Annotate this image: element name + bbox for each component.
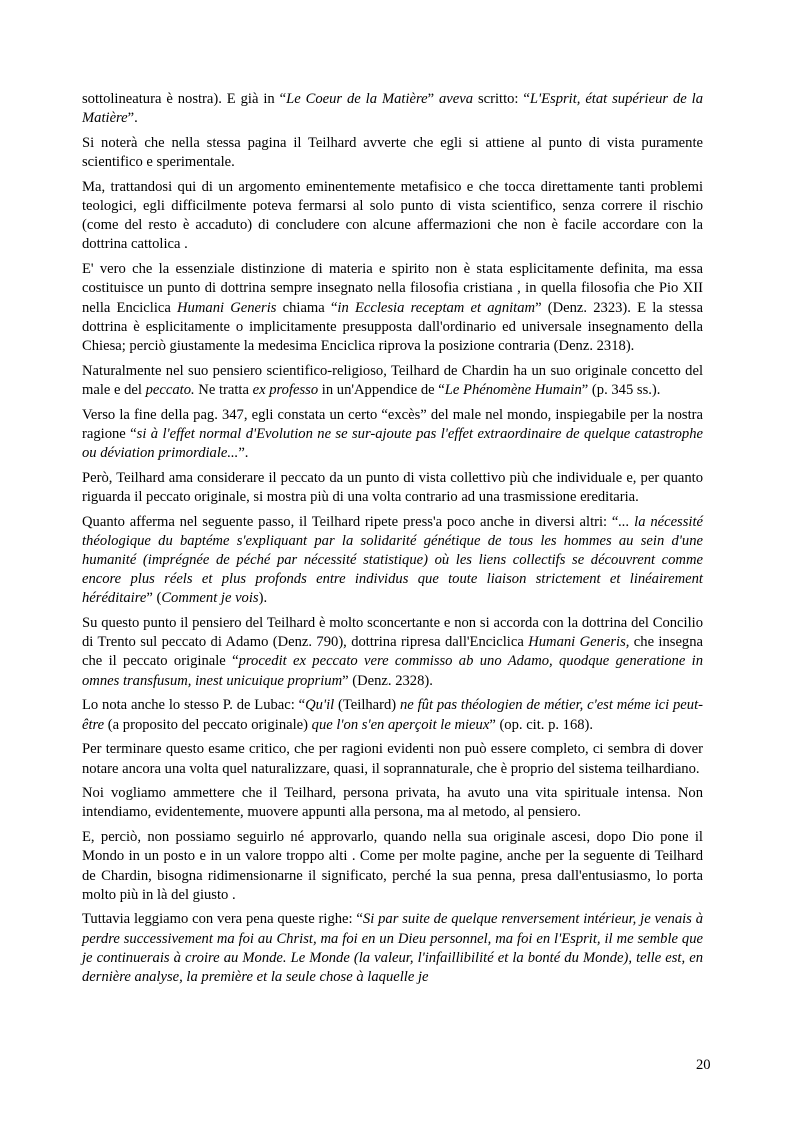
paragraph — [82, 134, 703, 172]
italic-text: procedit ex peccato vere commisso ab uno Adamo, quodque generatione in omnes transfusum, inest unicuique proprium — [82, 653, 703, 689]
text-run: Tuttavia leggiamo con vera pena queste righe: “ — [82, 911, 363, 928]
italic-text: Qu'il — [305, 697, 335, 714]
paragraph — [82, 910, 703, 987]
text-run: ” — [427, 91, 439, 107]
paragraph — [82, 696, 703, 734]
text-run: che insegna che il peccato originale “ — [82, 634, 703, 670]
text-run: sottolineatura è nostra). E già in “ — [82, 91, 287, 107]
paragraph — [82, 178, 703, 255]
paragraph — [82, 828, 703, 905]
text-run: Si noterà che nella stessa pagina il Teilhard avverte che egli si attiene al punto di vista puramente scientifico e sperimentale. — [82, 134, 703, 171]
text-run: (Teilhard) — [334, 697, 400, 714]
paragraph — [82, 784, 703, 822]
text-run: ). — [258, 590, 268, 607]
text-run: ” ( — [146, 590, 162, 607]
text-run: (a proposito del peccato originale) — [104, 716, 312, 733]
italic-text: Le Coeur de la Matière — [286, 91, 428, 107]
italic-text: ex professo — [252, 381, 319, 398]
text-run: Per terminare questo esame critico, che per ragioni evidenti non può essere completo, ci sembra di dover notare ancora una volta quel naturalizzare, quasi, il soprannaturale, che è proprio del sistema teilhardiano. — [82, 741, 703, 777]
italic-text: ne fût pas théologien de métier, c'est méme ici peut-être — [82, 697, 704, 733]
text-run: ”. — [127, 110, 138, 127]
text-run: Quanto afferma nel seguente passo, il Teilhard ripete press'a poco anche in diversi altri: “ — [82, 513, 619, 530]
italic-text: Si par suite de quelque renversement intérieur, je venais à perdre successivement ma foi au Christ, ma foi en un Dieu personnel, ma foi en l'Esprit, il me semble que je continuerais à croire au Monde. Le Monde (la valeur, l'infaillibilité et la bonté du Monde), telle est, en dernière analyse, la première et la seule chose à laquelle je — [82, 911, 703, 986]
text-run: Però, Teilhard ama considerare il peccato da un punto di vista collettivo più che individuale e, per quanto riguarda il peccato originale, si mostra più di una volta contrario ad una trasmissione ereditaria. — [82, 469, 703, 505]
document-body — [82, 90, 703, 993]
italic-text: Comment je vois — [161, 590, 259, 607]
text-run: chiama “ — [276, 299, 338, 316]
text-run: Ma, trattandosi qui di un argomento eminentemente metafisico e che tocca direttamente tanti problemi teologici, egli difficilmente poteva fermarsi al solo punto di vista scientifico, senza correre il rischio (come del resto è accaduto) di concludere con alcune affermazioni che non è facile accordare con la dottrina cattolica . — [82, 178, 703, 253]
text-run: ”. — [238, 444, 249, 461]
italic-text: peccato. — [145, 381, 195, 398]
italic-text: si à l'effet normal d'Evolution ne se sur-ajoute pas l'effet extraordinaire de quelque catastrophe ou déviation primordiale... — [82, 425, 703, 461]
paragraph — [82, 90, 703, 128]
text-run: E, perciò, non possiamo seguirlo né approvarlo, quando nella sua originale ascesi, dopo Dio pone il Mondo in un posto e in un valore troppo alti . Come per molte pagine, anche per la seguente di Teilhard de Chardin, bisogna ridimensionarne il significato, perché la sua penna, presa dall'entusiasmo, lo porta molto più in là del giusto . — [82, 829, 703, 903]
page-number: 20 — [696, 1057, 711, 1073]
paragraph — [82, 614, 703, 691]
italic-text: Humani Generis, — [528, 634, 630, 651]
text-run: Verso la fine della pag. 347, egli constata un certo “excès” del male nel mondo, inspiegabile per la nostra ragione “ — [82, 406, 703, 442]
italic-text: Humani Generis — [177, 299, 277, 316]
text-run: Naturalmente nel suo pensiero scientifico-religioso, Teilhard de Chardin ha un suo originale concetto del male e del — [82, 362, 703, 398]
text-run: Ne tratta — [194, 381, 253, 398]
text-run: ” (Denz. 2323). E la stessa dottrina è esplicitamente o implicitamente presupposta dall'ordinario ed universale insegnamento della Chiesa; perciò giustamente la medesima Enciclica riprova la posizione contraria (Denz. 2318). — [82, 299, 703, 354]
italic-text: que l'on s'en aperçoit le mieux — [311, 716, 490, 733]
text-run: Su questo punto il pensiero del Teilhard è molto sconcertante e non si accorda con la dottrina del Concilio di Trento sul peccato di Adamo (Denz. 790), dottrina ripresa dall'Enciclica — [82, 615, 703, 651]
text-run: E' vero che la essenziale distinzione di materia e spirito non è stata esplicitamente definita, ma essa costituisce un punto di dottrina sempre insegnato nella filosofia cristiana , in quella filosofia che Pio XII nella Enciclica — [82, 261, 703, 316]
italic-text: Le Phénomène Humain — [444, 381, 582, 398]
italic-text: L'Esprit, état supérieur de la Matière — [82, 91, 704, 127]
text-run: Noi vogliamo ammettere che il Teilhard, persona privata, ha avuto una vita spirituale intensa. Non intendiamo, evidentemente, muovere appunti alla persona, ma al metodo, al pensiero. — [82, 785, 703, 821]
text-run: ” (p. 345 ss.). — [581, 381, 661, 398]
text-run: Lo nota anche lo stesso P. de Lubac: “ — [82, 697, 306, 714]
paragraph — [82, 513, 703, 609]
text-run: ” (op. cit. p. 168). — [489, 716, 594, 733]
italic-text: aveva — [439, 91, 474, 107]
paragraph — [82, 469, 703, 507]
text-run: ” (Denz. 2328). — [342, 672, 433, 689]
text-run: in un'Appendice de “ — [318, 381, 445, 398]
paragraph — [82, 406, 703, 464]
italic-text: in Ecclesia receptam et agnitam — [337, 299, 536, 316]
paragraph — [82, 260, 703, 356]
paragraph — [82, 362, 703, 400]
italic-text: ... la nécessité théologique du baptéme s'expliquant par la solidarité génétique de tous les hommes au sein d'une humanité (imprégnée de péché par nécessité statistique) où les liens collectifs se découvrent comme encore plus réels et plus profonds entre individus que toute liaison strictement et linéairement héréditaire — [82, 513, 703, 607]
paragraph — [82, 740, 703, 778]
text-run: scritto: “ — [473, 91, 530, 107]
